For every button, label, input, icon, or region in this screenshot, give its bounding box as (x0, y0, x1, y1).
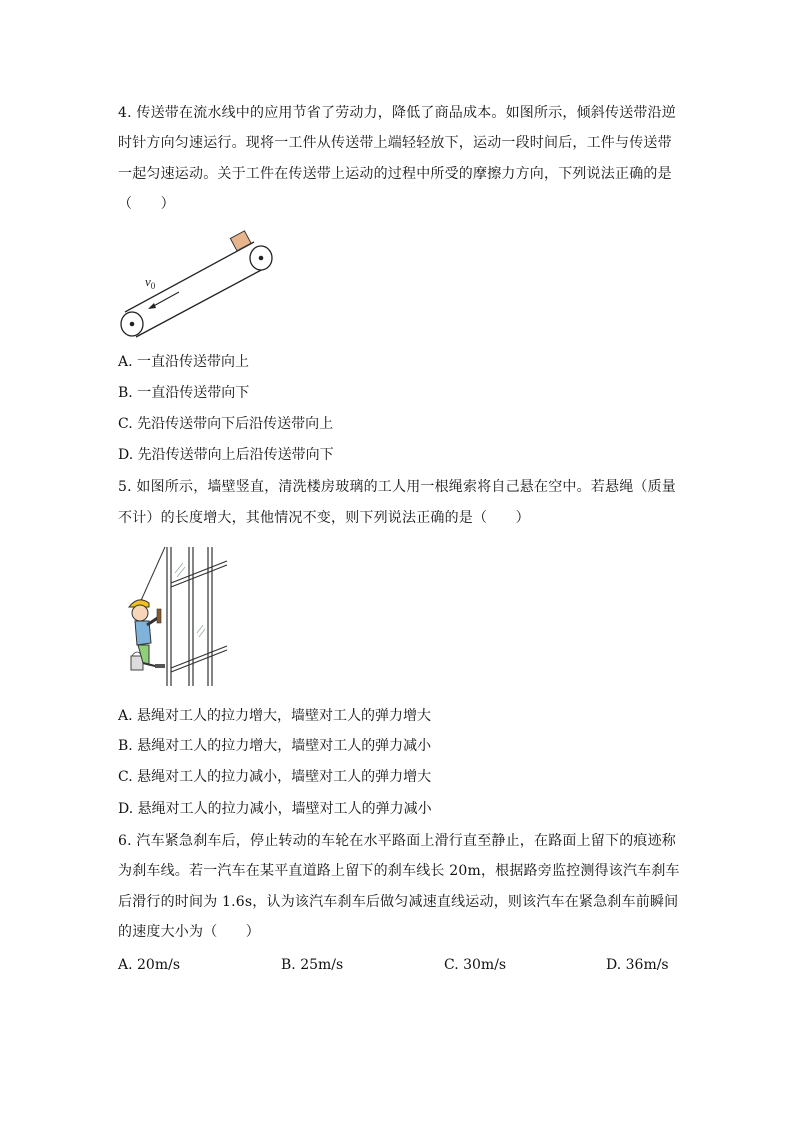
q5-option-c[interactable]: C. 悬绳对工人的拉力减小，墙壁对工人的弹力增大 (118, 769, 432, 785)
q4-stem-line: 一起匀速运动。关于工件在传送带上运动的过程中所受的摩擦力方向，下列说法正确的是 (118, 166, 672, 182)
q4-stem-line: （ ） (118, 196, 175, 212)
workpiece-block (230, 231, 251, 251)
q4-option-a[interactable]: A. 一直沿传送带向上 (118, 354, 250, 370)
q4-option-d[interactable]: D. 先沿传送带向上后沿传送带向下 (118, 447, 334, 463)
q5-option-a[interactable]: A. 悬绳对工人的拉力增大，墙壁对工人的弹力增大 (118, 708, 432, 724)
squeegee-icon (157, 609, 161, 623)
q6-option-a[interactable]: A. 20m/s (118, 957, 181, 973)
q4-stem-line: 时针方向匀速运行。现将一工件从传送带上端轻轻放下，运动一段时间后，工件与传送带 (118, 135, 672, 151)
velocity-label: v (145, 274, 151, 289)
q5-stem-line: 不计）的长度增大，其他情况不变，则下列说法正确的是（ ） (118, 510, 530, 526)
q6-stem-line: 后滑行的时间为 1.6s，认为该汽车刹车后做匀减速直线运动，则该汽车在紧急刹车前瞬间 (118, 894, 679, 910)
rope (139, 547, 165, 605)
velocity-subscript: 0 (150, 281, 156, 291)
velocity-arrowhead (148, 303, 156, 309)
bottom-pulley-axle (130, 322, 135, 327)
q6-stem-line: 为刹车线。若一汽车在某平直道路上留下的刹车线长 20m，根据路旁监控测得该汽车刹车 (118, 863, 680, 879)
q6-stem-line: 的速度大小为（ ） (118, 924, 260, 940)
q6-option-d[interactable]: D. 36m/s (606, 957, 669, 973)
q5-option-d[interactable]: D. 悬绳对工人的拉力减小，墙壁对工人的弹力减小 (118, 801, 432, 817)
q4-option-c[interactable]: C. 先沿传送带向下后沿传送带向上 (118, 416, 334, 432)
q4-option-b[interactable]: B. 一直沿传送带向下 (118, 385, 250, 401)
q6-stem-line: 6. 汽车紧急刹车后，停止转动的车轮在水平路面上滑行直至静止，在路面上留下的痕迹称 (118, 833, 677, 849)
q5-stem-line: 5. 如图所示，墙壁竖直，清洗楼房玻璃的工人用一根绳索将自己悬在空中。若悬绳（质量 (118, 479, 677, 495)
svg-text:v0 (145, 274, 156, 291)
q4-stem-line: 4. 传送带在流水线中的应用节省了劳动力，降低了商品成本。如图所示，倾斜传送带沿逆 (118, 105, 677, 121)
window-cleaner-figure (125, 543, 230, 690)
conveyor-belt-figure (115, 228, 280, 343)
belt-bottom-edge (136, 268, 265, 337)
worker-shoe (155, 664, 165, 668)
q6-option-b[interactable]: B. 25m/s (281, 957, 344, 973)
q5-option-b[interactable]: B. 悬绳对工人的拉力增大，墙壁对工人的弹力减小 (118, 738, 432, 754)
q6-option-c[interactable]: C. 30m/s (444, 957, 507, 973)
worker-head (132, 605, 148, 621)
top-pulley-axle (259, 256, 264, 261)
